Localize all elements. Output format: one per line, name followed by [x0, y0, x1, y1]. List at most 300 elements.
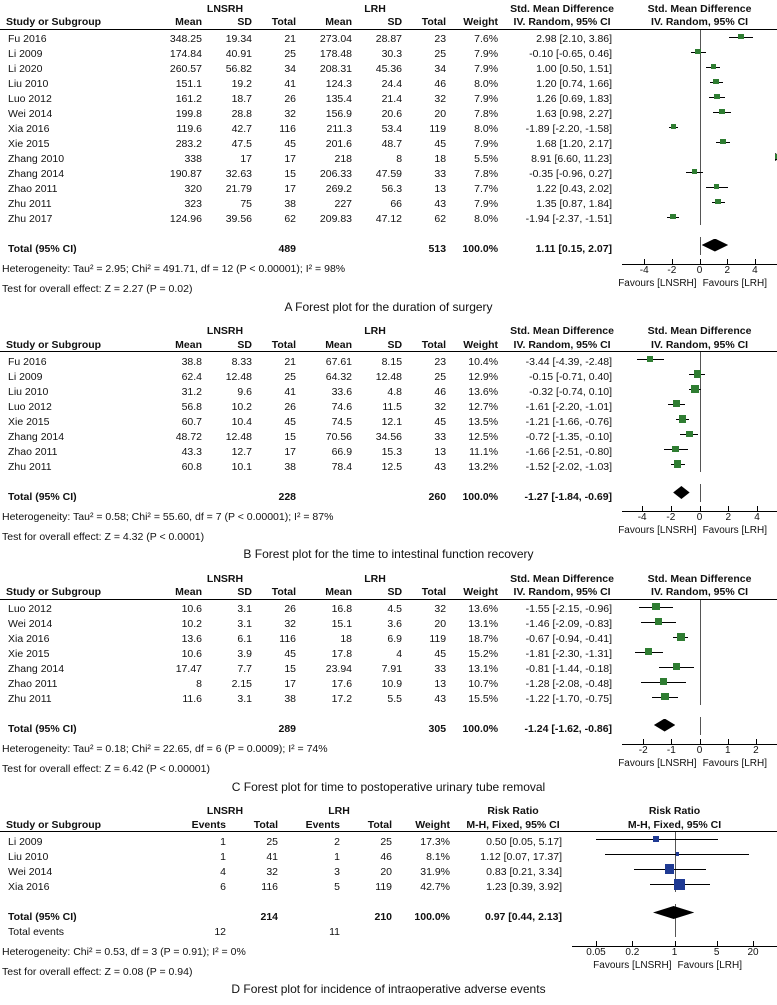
cell-weight: 8.0% [450, 210, 502, 225]
cell-mean-lnsrh: 31.2 [150, 382, 206, 397]
cell-total-n-lrh: 305 [406, 713, 450, 735]
cell-mean-lnsrh: 283.2 [150, 135, 206, 150]
cell-mean-lnsrh: 43.3 [150, 442, 206, 457]
forest-row-graphic [622, 352, 777, 367]
summary-diamond-graphic [572, 904, 777, 922]
col-header-sd-lrh: SD [356, 337, 406, 352]
cell-axis [572, 937, 777, 977]
cell-events-lrh: 1 [282, 847, 344, 862]
cell-sd-lnsrh: 6.1 [206, 630, 256, 645]
cell-forest-graphic [572, 862, 777, 877]
cell-axis [622, 255, 777, 295]
spacer-cell [256, 705, 300, 713]
forest-axis [572, 937, 777, 977]
cell-sd-lnsrh: 17 [206, 150, 256, 165]
cell-sd-lnsrh: 42.7 [206, 120, 256, 135]
cell-total-lnsrh: 38 [256, 195, 300, 210]
cell-weight: 7.9% [450, 90, 502, 105]
effect-estimate-marker [677, 633, 685, 641]
overall-effect-text: Test for overall effect: Z = 6.42 (P < 0.00001) [0, 755, 622, 775]
spacer-cell [454, 892, 572, 900]
axis-tick-label: 0 [697, 513, 703, 523]
cell-forest-graphic [622, 412, 777, 427]
cell-forest-graphic [572, 832, 777, 848]
cell-total-lrh: 119 [406, 120, 450, 135]
cell-sd-lrh: 53.4 [356, 120, 406, 135]
cell-total-weight: 100.0% [450, 713, 502, 735]
measure-title-plot: Std. Mean Difference [622, 323, 777, 337]
forest-axis [622, 502, 777, 542]
cell-weight: 17.3% [396, 832, 454, 848]
cell-weight: 13.1% [450, 660, 502, 675]
cell-mean-lrh: 67.61 [300, 352, 356, 368]
col-header-sd-lrh: SD [356, 584, 406, 599]
cell-total-lnsrh: 32 [256, 615, 300, 630]
spacer-cell [450, 225, 502, 233]
cell-sd-lrh: 3.6 [356, 615, 406, 630]
spacer-cell [0, 323, 150, 337]
cell-total-lrh: 46 [344, 847, 396, 862]
spacer-row [0, 472, 777, 480]
forest-row-graphic [622, 382, 777, 397]
null-effect-line [700, 397, 701, 412]
cell-sd-lrh: 5.5 [356, 690, 406, 705]
effect-estimate-marker [715, 199, 721, 205]
effect-estimate-marker [691, 385, 698, 392]
cell-sd-lrh: 4 [356, 645, 406, 660]
cell-effect-ci: 1.26 [0.69, 1.83] [502, 90, 622, 105]
cell-mean-lrh: 209.83 [300, 210, 356, 225]
cell-forest-graphic [622, 29, 777, 45]
total-label: Total (95% CI) [0, 480, 150, 502]
cell-forest-graphic [622, 195, 777, 210]
cell-blank3 [396, 922, 454, 937]
null-effect-line [700, 195, 701, 210]
cell-total-lrh: 25 [406, 367, 450, 382]
cell-effect-ci: 1.00 [0.50, 1.51] [502, 60, 622, 75]
effect-estimate-marker [676, 852, 680, 856]
cell-total-lnsrh: 21 [256, 29, 300, 45]
cell-weight: 7.9% [450, 60, 502, 75]
null-effect-line [700, 75, 701, 90]
forest-row-graphic [622, 645, 777, 660]
effect-estimate-marker [670, 214, 676, 220]
cell-forest-graphic [622, 615, 777, 630]
cell-forest-graphic [622, 427, 777, 442]
col-header-study: Study or Subgroup [0, 584, 150, 599]
study-label: Luo 2012 [0, 397, 150, 412]
cell-total-lrh: 46 [406, 382, 450, 397]
effect-estimate-marker [720, 139, 726, 145]
cell-mean-lrh: 23.94 [300, 660, 356, 675]
cell-sd-lrh: 34.56 [356, 427, 406, 442]
cell-sd-lnsrh: 10.4 [206, 412, 256, 427]
heterogeneity-text: Heterogeneity: Tau² = 0.58; Chi² = 55.60, df = 7 (P < 0.00001); I² = 87% [0, 502, 622, 522]
measure-title-text: Std. Mean Difference [502, 0, 622, 14]
cell-total-lrh: 43 [406, 457, 450, 472]
heterogeneity-text: Heterogeneity: Chi² = 0.53, df = 3 (P = 0.91); I² = 0% [0, 937, 572, 957]
cell-total-lnsrh: 25 [256, 367, 300, 382]
cell-forest-graphic [572, 847, 777, 862]
forest-row-graphic [622, 412, 777, 427]
cell-total-lrh: 13 [406, 180, 450, 195]
cell-total-lrh: 45 [406, 412, 450, 427]
forest-row-graphic [622, 165, 777, 180]
cell-total-lrh: 46 [406, 75, 450, 90]
cell-total-lnsrh: 41 [230, 847, 282, 862]
axis-tick-label: -2 [667, 266, 676, 276]
spacer-cell [406, 472, 450, 480]
favours-right-label: Favours [LRH] [678, 961, 742, 971]
cell-weight: 13.2% [450, 457, 502, 472]
cell-mean-lrh: 17.8 [300, 645, 356, 660]
cell-forest-graphic [622, 675, 777, 690]
study-label: Zhang 2014 [0, 427, 150, 442]
cell-total-lnsrh: 116 [230, 877, 282, 892]
forest-row-graphic [572, 862, 777, 877]
cell-effect-ci: 1.35 [0.87, 1.84] [502, 195, 622, 210]
cell-sd-lnsrh: 19.2 [206, 75, 256, 90]
cell-forest-graphic [622, 210, 777, 225]
cell-total-lnsrh: 32 [230, 862, 282, 877]
cell-total-lrh: 25 [406, 45, 450, 60]
cell-total-lrh: 32 [406, 90, 450, 105]
effect-estimate-marker [695, 49, 701, 55]
heterogeneity-text: Heterogeneity: Tau² = 0.18; Chi² = 22.65, df = 6 (P = 0.0009); I² = 74% [0, 735, 622, 755]
effect-estimate-marker [660, 678, 666, 684]
spacer-cell [0, 0, 150, 14]
cell-weight: 7.9% [450, 45, 502, 60]
column-header-row [0, 337, 777, 352]
cell-total-lnsrh: 45 [256, 135, 300, 150]
cell-total-lrh: 20 [344, 862, 396, 877]
cell-mean-lrh: 201.6 [300, 135, 356, 150]
cell-mean-lnsrh: 119.6 [150, 120, 206, 135]
total-row [0, 900, 777, 922]
forest-row-graphic [622, 105, 777, 120]
col-header-mean-lrh: Mean [300, 337, 356, 352]
cell-forest-graphic [622, 150, 777, 165]
study-label: Li 2009 [0, 45, 150, 60]
table-row [0, 60, 777, 75]
cell-axis [622, 502, 777, 542]
cell-total-lrh: 119 [344, 877, 396, 892]
null-effect-line [700, 120, 701, 135]
cell-events-lnsrh: 6 [168, 877, 230, 892]
cell-sd-lnsrh: 12.7 [206, 442, 256, 457]
cell-total-lrh: 20 [406, 105, 450, 120]
summary-diamond [673, 486, 690, 499]
cell-sd-lnsrh: 12.48 [206, 427, 256, 442]
table-row [0, 120, 777, 135]
cell-mean-lrh: 211.3 [300, 120, 356, 135]
effect-estimate-marker [645, 648, 653, 656]
effect-estimate-marker [672, 446, 679, 453]
cell-forest-graphic [622, 382, 777, 397]
cell-effect-ci: -3.44 [-4.39, -2.48] [502, 352, 622, 368]
group-label-lnsrh: LNSRH [168, 803, 282, 817]
cell-effect-ci: 1.22 [0.43, 2.02] [502, 180, 622, 195]
study-label: Zhao 2011 [0, 180, 150, 195]
cell-sd-lrh: 45.36 [356, 60, 406, 75]
cell-total-weight: 100.0% [450, 480, 502, 502]
forest-row-graphic [622, 195, 777, 210]
spacer-cell [206, 472, 256, 480]
favours-left-label: Favours [LNSRH] [593, 961, 671, 971]
cell-total-lrh: 23 [406, 29, 450, 45]
cell-summary-graphic [572, 900, 777, 922]
forest-row-graphic [622, 367, 777, 382]
measure-title-text: Std. Mean Difference [502, 570, 622, 584]
study-label: Xia 2016 [0, 120, 150, 135]
spacer-cell [622, 705, 777, 713]
null-effect-line [700, 60, 701, 75]
study-label: Li 2020 [0, 60, 150, 75]
table-row [0, 832, 777, 848]
spacer-cell [230, 892, 282, 900]
forest-row-graphic [622, 457, 777, 472]
col-header-sd-lnsrh: SD [206, 584, 256, 599]
cell-mean-lrh: 218 [300, 150, 356, 165]
cell-total-lnsrh: 45 [256, 645, 300, 660]
col-header-measure-sub-text: IV. Random, 95% CI [502, 584, 622, 599]
cell-weight: 8.1% [396, 847, 454, 862]
cell-events-lnsrh: 1 [168, 832, 230, 848]
cell-mean-lnsrh: 323 [150, 195, 206, 210]
cell-forest-graphic [622, 645, 777, 660]
cell-total-lrh: 119 [406, 630, 450, 645]
col-header-total-lnsrh: Total [256, 584, 300, 599]
forest-row-graphic [572, 832, 777, 847]
study-label: Zhu 2011 [0, 457, 150, 472]
study-label: Liu 2010 [0, 75, 150, 90]
spacer-cell [0, 803, 168, 817]
study-label: Xia 2016 [0, 630, 150, 645]
cell-total-lnsrh: 116 [256, 630, 300, 645]
forest-row-graphic [622, 660, 777, 675]
cell-sd-lnsrh: 8.33 [206, 352, 256, 368]
cell-total-lrh: 33 [406, 660, 450, 675]
cell-sd-lrh: 66 [356, 195, 406, 210]
table-row [0, 877, 777, 892]
spacer-cell [356, 705, 406, 713]
cell-total-lrh: 32 [406, 599, 450, 615]
group-label-lnsrh: LNSRH [150, 323, 300, 337]
col-header-total-lnsrh: Total [256, 337, 300, 352]
cell-blank-sd-lrh [356, 480, 406, 502]
forest-row-graphic [622, 427, 777, 442]
axis-tick-label: -1 [667, 746, 676, 756]
axis-tick-label: -4 [638, 513, 647, 523]
cell-effect-ci: -1.46 [-2.09, -0.83] [502, 615, 622, 630]
spacer-cell [572, 892, 777, 900]
cell-total-lnsrh: 26 [256, 397, 300, 412]
cell-mean-lnsrh: 338 [150, 150, 206, 165]
cell-weight: 13.6% [450, 382, 502, 397]
null-effect-line [700, 352, 701, 367]
cell-sd-lnsrh: 56.82 [206, 60, 256, 75]
cell-total-lnsrh: 15 [256, 427, 300, 442]
effect-estimate-marker [713, 79, 719, 85]
cell-weight: 11.1% [450, 442, 502, 457]
cell-total-lnsrh: 45 [256, 412, 300, 427]
study-label: Li 2009 [0, 832, 168, 848]
col-header-total-lrh: Total [344, 817, 396, 832]
panel-caption-c: C Forest plot for time to postoperative urinary tube removal [0, 775, 777, 803]
cell-mean-lnsrh: 17.47 [150, 660, 206, 675]
effect-estimate-marker [674, 879, 685, 890]
forest-row-graphic [622, 690, 777, 705]
effect-estimate-marker [652, 603, 659, 610]
null-effect-line [700, 675, 701, 690]
effect-estimate-marker [674, 460, 681, 467]
table-row [0, 615, 777, 630]
total-effect-ci: 0.97 [0.44, 2.13] [454, 900, 572, 922]
cell-sd-lrh: 6.9 [356, 630, 406, 645]
total-effect-ci: -1.27 [-1.84, -0.69] [502, 480, 622, 502]
axis-tick-label: 5 [714, 948, 720, 958]
favours-right-label: Favours [LRH] [703, 759, 767, 769]
forest-table [0, 0, 777, 295]
cell-weight: 7.9% [450, 195, 502, 210]
cell-mean-lnsrh: 348.25 [150, 29, 206, 45]
cell-blank-sd-lrh [356, 713, 406, 735]
col-header-mean-lnsrh: Mean [150, 14, 206, 29]
cell-effect-ci: -1.94 [-2.37, -1.51] [502, 210, 622, 225]
axis-tick-label: 0 [697, 746, 703, 756]
spacer-cell [396, 803, 454, 817]
cell-weight: 12.7% [450, 397, 502, 412]
cell-sd-lnsrh: 10.1 [206, 457, 256, 472]
forest-axis [622, 735, 777, 775]
col-header-study: Study or Subgroup [0, 14, 150, 29]
group-label-lnsrh: LNSRH [150, 570, 300, 584]
spacer-cell [502, 225, 622, 233]
total-row [0, 233, 777, 255]
col-header-sd-lnsrh: SD [206, 337, 256, 352]
cell-total-lnsrh: 62 [256, 210, 300, 225]
cell-effect-ci: -0.15 [-0.71, 0.40] [502, 367, 622, 382]
study-label: Wei 2014 [0, 615, 150, 630]
forest-row-graphic [622, 397, 777, 412]
cell-total-lnsrh: 25 [256, 45, 300, 60]
cell-mean-lnsrh: 174.84 [150, 45, 206, 60]
cell-mean-lnsrh: 199.8 [150, 105, 206, 120]
spacer-cell [150, 705, 206, 713]
cell-sd-lrh: 8.15 [356, 352, 406, 368]
cell-total-lrh: 45 [406, 645, 450, 660]
study-label: Fu 2016 [0, 29, 150, 45]
forest-panel-d [0, 803, 777, 1005]
cell-weight: 8.0% [450, 75, 502, 90]
cell-weight: 8.0% [450, 120, 502, 135]
cell-effect-ci: -0.10 [-0.65, 0.46] [502, 45, 622, 60]
measure-title-plot: Std. Mean Difference [622, 570, 777, 584]
heterogeneity-row [0, 937, 777, 957]
group-label-lrh: LRH [300, 0, 450, 14]
group-label-lrh: LRH [282, 803, 396, 817]
cell-sd-lnsrh: 28.8 [206, 105, 256, 120]
study-label: Xie 2015 [0, 135, 150, 150]
cell-forest-graphic [622, 60, 777, 75]
forest-row-graphic [622, 615, 777, 630]
cell-mean-lnsrh: 62.4 [150, 367, 206, 382]
favours-left-label: Favours [LNSRH] [618, 526, 696, 536]
cell-sd-lnsrh: 19.34 [206, 29, 256, 45]
effect-estimate-marker [711, 64, 717, 70]
cell-sd-lnsrh: 18.7 [206, 90, 256, 105]
cell-total-lrh: 62 [406, 210, 450, 225]
study-label: Zhang 2014 [0, 660, 150, 675]
cell-weight: 10.4% [450, 352, 502, 368]
spacer-cell [450, 323, 502, 337]
cell-weight: 13.6% [450, 599, 502, 615]
cell-mean-lrh: 156.9 [300, 105, 356, 120]
total-label: Total (95% CI) [0, 233, 150, 255]
cell-mean-lrh: 269.2 [300, 180, 356, 195]
axis-tick-label: 0.2 [625, 948, 639, 958]
cell-mean-lnsrh: 56.8 [150, 397, 206, 412]
cell-mean-lrh: 33.6 [300, 382, 356, 397]
col-header-weight: Weight [396, 817, 454, 832]
table-row [0, 675, 777, 690]
cell-total-n-lrh: 260 [406, 480, 450, 502]
cell-sd-lrh: 12.1 [356, 412, 406, 427]
group-header-row [0, 0, 777, 14]
forest-row-graphic [622, 150, 777, 165]
table-row [0, 29, 777, 45]
group-label-lrh: LRH [300, 323, 450, 337]
cell-mean-lnsrh: 11.6 [150, 690, 206, 705]
cell-mean-lrh: 70.56 [300, 427, 356, 442]
spacer-cell [0, 892, 168, 900]
col-header-study: Study or Subgroup [0, 337, 150, 352]
null-effect-line [700, 442, 701, 457]
total-label: Total (95% CI) [0, 900, 168, 922]
effect-estimate-marker [665, 864, 675, 874]
cell-total-lnsrh: 17 [256, 442, 300, 457]
effect-estimate-marker [738, 34, 743, 39]
cell-mean-lnsrh: 8 [150, 675, 206, 690]
cell-mean-lnsrh: 60.8 [150, 457, 206, 472]
cell-effect-ci: -1.52 [-2.02, -1.03] [502, 457, 622, 472]
table-row [0, 847, 777, 862]
cell-mean-lrh: 18 [300, 630, 356, 645]
panel-caption-d: D Forest plot for incidence of intraoperative adverse events [0, 977, 777, 1005]
cell-mean-lrh: 124.3 [300, 75, 356, 90]
null-effect-line [700, 237, 701, 255]
total-label: Total (95% CI) [0, 713, 150, 735]
null-effect-line [700, 600, 701, 615]
cell-total-lrh: 32 [406, 397, 450, 412]
cell-forest-graphic [572, 877, 777, 892]
cell-mean-lrh: 66.9 [300, 442, 356, 457]
cell-total-lrh: 18 [406, 150, 450, 165]
group-label-lrh: LRH [300, 570, 450, 584]
col-header-measure-sub-plot: IV. Random, 95% CI [622, 14, 777, 29]
forest-row-graphic [622, 45, 777, 60]
cell-sd-lnsrh: 7.7 [206, 660, 256, 675]
favours-right-label: Favours [LRH] [703, 279, 767, 289]
cell-effect-ci: 1.23 [0.39, 3.92] [454, 877, 572, 892]
axis-tick-label: 2 [753, 746, 759, 756]
spacer-cell [344, 892, 396, 900]
measure-title-text: Risk Ratio [454, 803, 572, 817]
cell-weight: 7.6% [450, 29, 502, 45]
spacer-cell [450, 705, 502, 713]
cell-forest-graphic [622, 180, 777, 195]
cell-weight: 13.1% [450, 615, 502, 630]
